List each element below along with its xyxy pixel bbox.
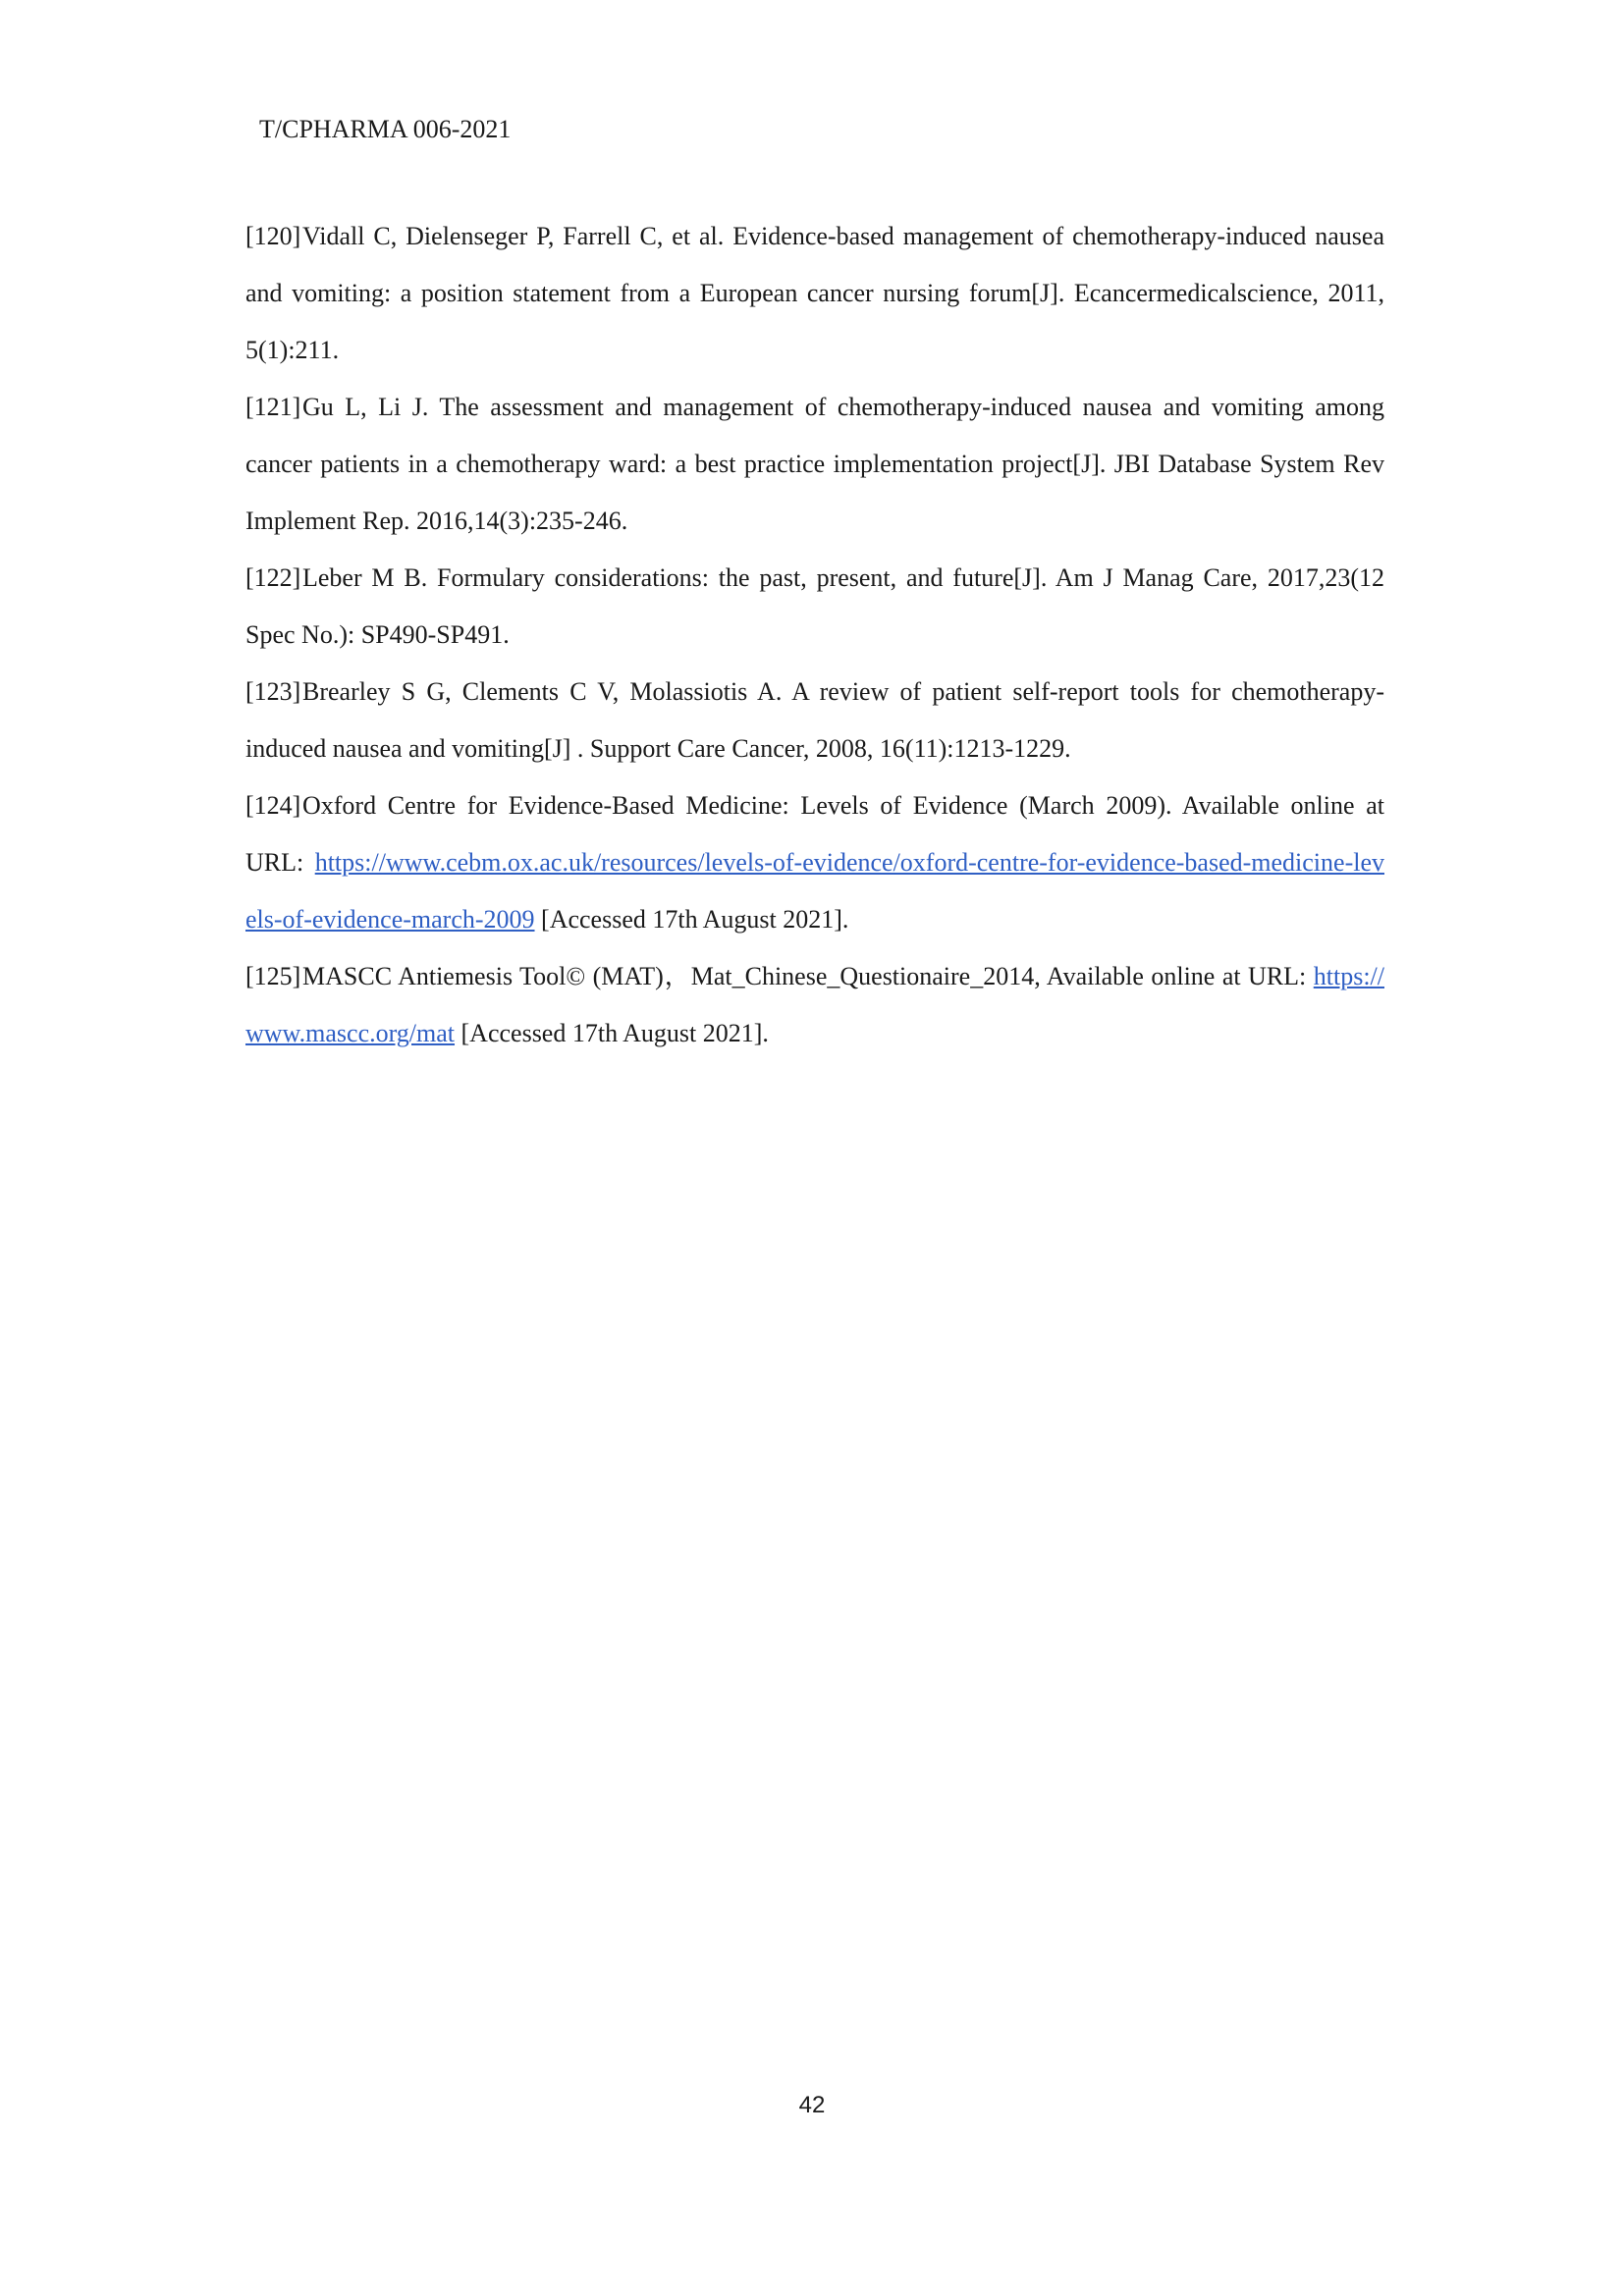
reference-item xyxy=(245,208,1384,379)
reference-number: [123] xyxy=(245,677,301,706)
reference-item xyxy=(245,379,1384,550)
document-id-header: T/CPHARMA 006-2021 xyxy=(259,115,512,143)
mascc-mat-link[interactable]: https://www.mascc.org/mat xyxy=(245,962,1384,1047)
reference-text: Vidall C, Dielenseger P, Farrell C, et al. Evidence-based management of chemotherapy-induced nausea and vomiting: a position statement from a European cancer nursing forum[J]. Ecancermedicalscience, 2011, 5(1):211. xyxy=(245,222,1384,364)
reference-text: Gu L, Li J. The assessment and management of chemotherapy-induced nausea and vomiting among cancer patients in a chemotherapy ward: a best practice implementation project[J]. JBI Database System Rev Implement Rep. 2016,14(3):235-246. xyxy=(245,393,1384,535)
reference-item xyxy=(245,948,1384,1062)
reference-list xyxy=(245,208,1384,1062)
reference-text-after-link: [Accessed 17th August 2021]. xyxy=(455,1019,769,1047)
reference-text: Leber M B. Formulary considerations: the past, present, and future[J]. Am J Manag Care, 2017,23(12 Spec No.): SP490-SP491. xyxy=(245,563,1384,649)
cebm-levels-of-evidence-link[interactable]: https://www.cebm.ox.ac.uk/resources/levels-of-evidence/oxford-centre-for-evidence-based-medicine-levels-of-evidence-march-2009 xyxy=(245,848,1384,934)
reference-item xyxy=(245,664,1384,777)
reference-number: [124] xyxy=(245,791,301,820)
reference-item xyxy=(245,550,1384,664)
reference-number: [125] xyxy=(245,962,301,990)
reference-text: Brearley S G, Clements C V, Molassiotis A. A review of patient self-report tools for chemotherapy-induced nausea and vomiting[J] . Support Care Cancer, 2008, 16(11):1213-1229. xyxy=(245,677,1384,763)
reference-number: [120] xyxy=(245,222,301,250)
reference-text-before-link: MASCC Antiemesis Tool© (MAT)，Mat_Chinese_Questionaire_2014, Available online at URL: xyxy=(302,962,1314,990)
reference-number: [121] xyxy=(245,393,301,421)
reference-item xyxy=(245,777,1384,948)
reference-text-before-link: Oxford Centre for Evidence-Based Medicine: Levels of Evidence (March 2009). Available online at URL: xyxy=(245,791,1384,877)
page-number: 42 xyxy=(798,2092,826,2118)
reference-text-after-link: [Accessed 17th August 2021]. xyxy=(534,905,849,934)
reference-number: [122] xyxy=(245,563,301,592)
